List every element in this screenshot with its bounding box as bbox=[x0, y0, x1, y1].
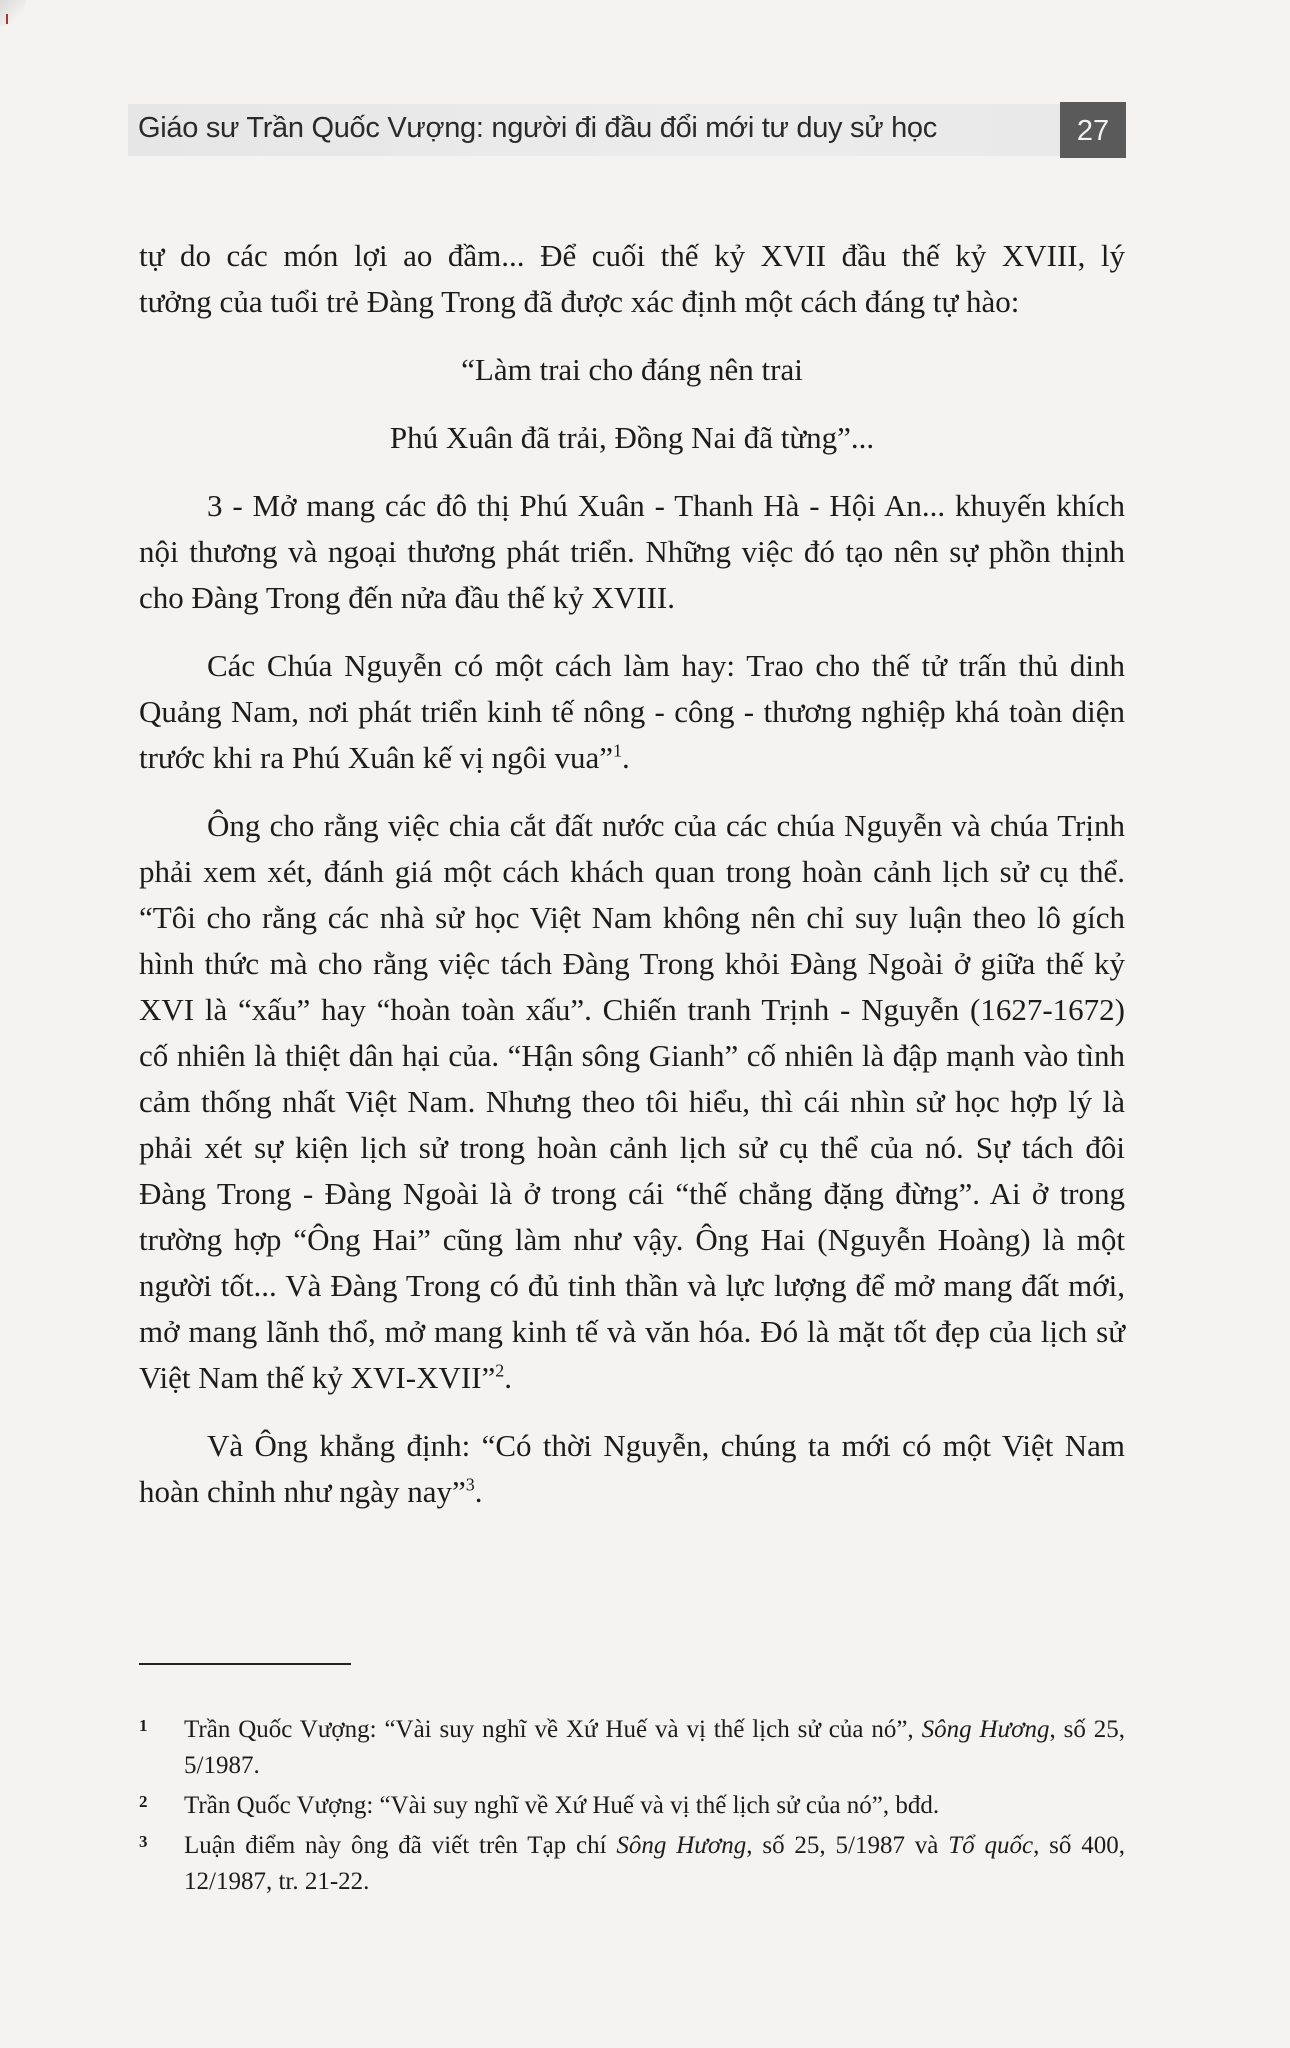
paragraph-nguyen-lords bbox=[139, 643, 1125, 781]
running-header bbox=[128, 104, 1126, 156]
footnote-text: Trần Quốc Vượng: “Vài suy nghĩ về Xứ Huế và vị thế lịch sử của nó”, bđd. bbox=[184, 1792, 940, 1819]
footnote-source-title: Sông Hương bbox=[921, 1716, 1050, 1743]
paragraph-continuation bbox=[139, 233, 1125, 279]
footnote-number: 3 bbox=[139, 1832, 148, 1851]
footnote-text: Trần Quốc Vượng: “Vài suy nghĩ về Xứ Huế và vị thế lịch sử của nó”, bbox=[184, 1716, 922, 1743]
footnote-3 bbox=[139, 1828, 1125, 1900]
paragraph-urban-development: 3 - Mở mang các đô thị Phú Xuân - Thanh Hà - Hội An... khuyến khích nội thương và ngoại thương phát triển. Những việc đó tạo nên sự phồn thịnh cho Đàng Trong đến nửa đầu thế kỷ XVIII. bbox=[139, 488, 1125, 615]
paragraph-division-assessment bbox=[139, 803, 1125, 1401]
paragraph-continuation-end bbox=[139, 279, 1125, 325]
page-corner-shadow bbox=[0, 0, 26, 26]
footnote-2 bbox=[139, 1788, 1125, 1824]
verse-line-2: Phú Xuân đã trải, Đồng Nai đã từng”... bbox=[389, 420, 875, 455]
verse-line-1: “Làm trai cho đáng nên trai bbox=[461, 352, 803, 387]
footnote-text: Luận điểm này ông đã viết trên Tạp chí bbox=[184, 1832, 617, 1859]
paragraph-affirmation bbox=[139, 1423, 1125, 1515]
paragraph-end-punct: . bbox=[621, 740, 630, 775]
page-number: 27 bbox=[1060, 102, 1126, 158]
footnote-1 bbox=[139, 1712, 1125, 1784]
paragraph-line: tưởng của tuổi trẻ Đàng Trong đã được xác định một cách đáng tự hào: bbox=[139, 284, 1020, 319]
paragraph-text: Các Chúa Nguyễn có một cách làm hay: Trao cho thế tử trấn thủ dinh Quảng Nam, nơi phát triển kinh tế nông - công - thương nghiệp khá toàn diện trước khi ra Phú Xuân kế vị ngôi vua” bbox=[139, 648, 1125, 775]
main-body-text bbox=[139, 233, 1125, 1515]
footnote-number: 2 bbox=[139, 1792, 148, 1811]
footnote-reference-1[interactable]: 1 bbox=[612, 740, 622, 761]
footnotes bbox=[139, 1712, 1125, 1904]
footnote-number: 1 bbox=[139, 1716, 148, 1735]
running-header-title: Giáo sư Trần Quốc Vượng: người đi đầu đổi mới tư duy sử học bbox=[138, 112, 937, 144]
footnote-reference-2[interactable]: 2 bbox=[495, 1360, 505, 1381]
corner-tick-mark bbox=[6, 14, 8, 24]
footnote-text: , số 25, 5/1987. bbox=[184, 1716, 1125, 1779]
paragraph-end-punct: . bbox=[504, 1360, 512, 1395]
footnote-source-title: Tổ quốc bbox=[948, 1832, 1034, 1859]
footnote-source-title: Sông Hương bbox=[616, 1832, 747, 1859]
paragraph-text: Ông cho rằng việc chia cắt đất nước của các chúa Nguyễn và chúa Trịnh phải xem xét, đánh giá một cách khách quan trong hoàn cảnh lịch sử cụ thể. “Tôi cho rằng các nhà sử học Việt Nam không nên chỉ suy luận theo lô gích hình thức mà cho rằng việc tách Đàng Trong khỏi Đàng Ngoài ở giữa thế kỷ XVI là “xấu” hay “hoàn toàn xấu”. Chiến tranh Trịnh - Nguyễn (1627-1672) cố nhiên là thiệt dân hại của. “Hận sông Gianh” cố nhiên là đập mạnh vào tình cảm thống nhất Việt Nam. Nhưng theo tôi hiểu, thì cái nhìn sử học hợp lý là phải xét sự kiện lịch sử trong hoàn cảnh lịch sử cụ thể của nó. Sự tách đôi Đàng Trong - Đàng Ngoài là ở trong cái “thế chẳng đặng đừng”. Ai ở trong trường hợp “Ông Hai” cũng làm như vậy. Ông Hai (Nguyễn Hoàng) là một người tốt... Và Đàng Trong có đủ tinh thần và lực lượng để mở mang đất mới, mở mang lãnh thổ, mở mang kinh tế và văn hóa. Đó là mặt tốt đẹp của lịch sử Việt Nam thế kỷ XVI-XVII” bbox=[139, 808, 1125, 1395]
footnote-text: , số 400, 12/1987, tr. 21-22. bbox=[184, 1832, 1125, 1895]
paragraph-line: tự do các món lợi ao đầm... Để cuối thế kỷ XVII đầu thế kỷ XVIII, lý bbox=[139, 238, 1125, 273]
paragraph-end-punct: . bbox=[474, 1474, 483, 1509]
footnote-reference-3[interactable]: 3 bbox=[465, 1474, 475, 1495]
paragraph-text: Và Ông khẳng định: “Có thời Nguyễn, chúng ta mới có một Việt Nam hoàn chỉnh như ngày nay” bbox=[139, 1428, 1125, 1509]
footnote-text: , số 25, 5/1987 và bbox=[746, 1832, 949, 1859]
footnote-separator bbox=[139, 1663, 351, 1665]
